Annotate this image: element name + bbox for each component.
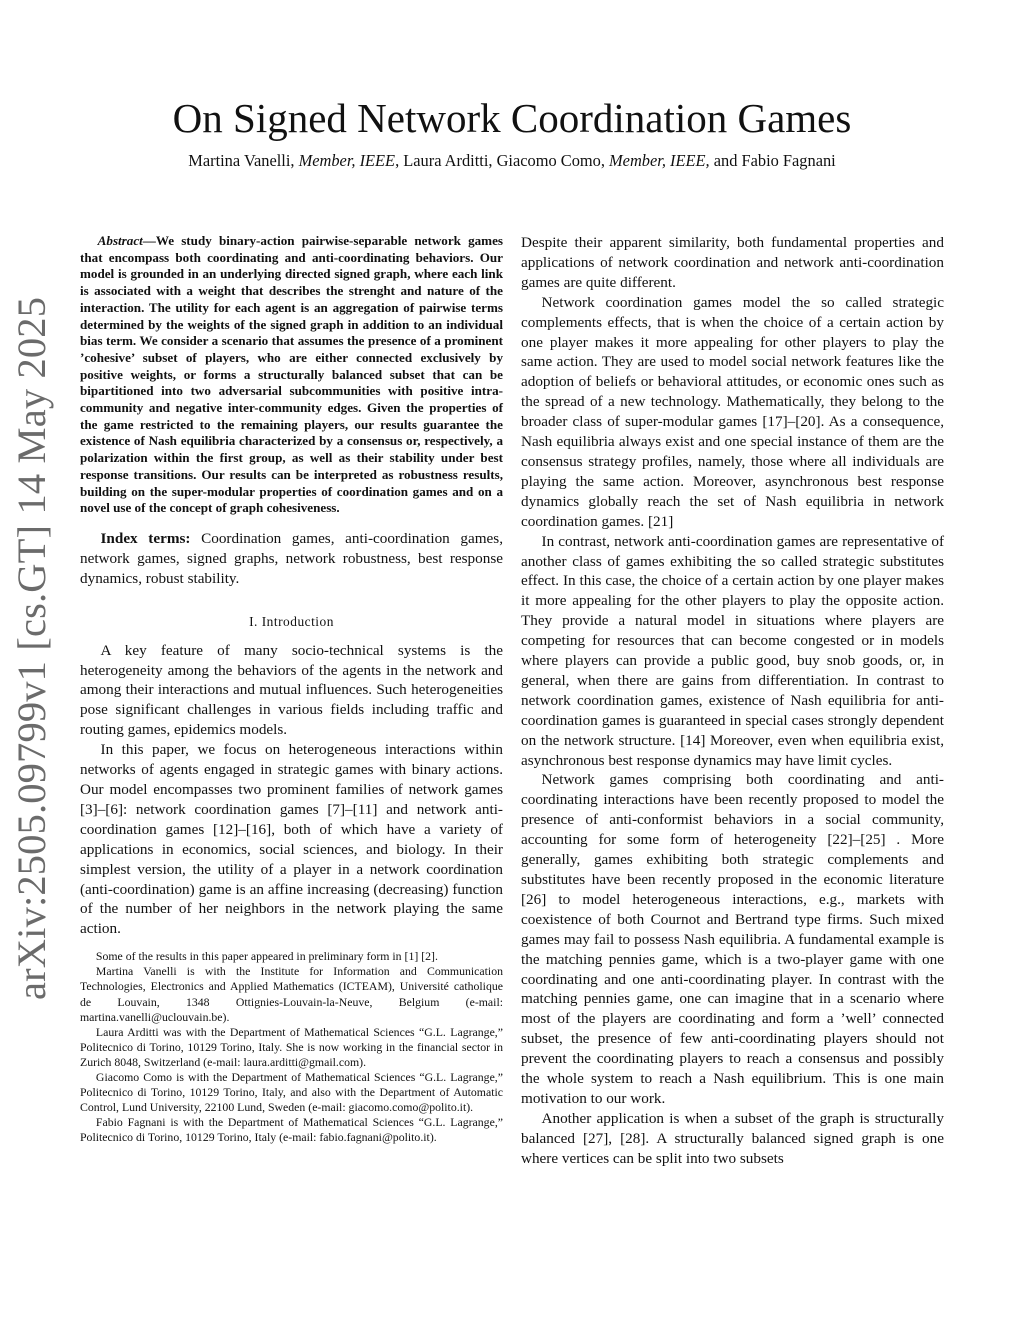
paragraph: A key feature of many socio-technical systems is the heterogeneity among the behaviors of the agents in the network and among their interactions and mutual influences. Such heterogeneities pose significant challenges in various fields including traffic and routing games, epidemics models. (80, 641, 503, 739)
paragraph: Another application is when a subset of the graph is structurally balanced [27], [28]. A structurally balanced signed graph is one where vertices can be split into two subsets (521, 1109, 944, 1167)
section-heading-introduction: I. Introduction (249, 613, 334, 629)
index-terms-label: Index terms: (100, 529, 191, 547)
left-column (80, 233, 503, 1145)
footnote: Martina Vanelli is with the Institute for Information and Communication Technologies, Electronics and Applied Mathematics (ICTEAM), Université catholique de Louvain, 1348 Ottignies-Louvain-la-Neuve, Belgium (e-mail: martina.vanelli@uclouvain.be). (80, 964, 503, 1024)
author-3-role: Member, IEEE, (609, 151, 710, 170)
abstract-lead: Abstract (97, 233, 143, 248)
abstract (80, 233, 503, 517)
paragraph: Network games comprising both coordinating and anti-coordinating interactions have been recently proposed to model the presence of anti-conformist behaviors in a social community, accounting for some form of heterogeneity [22]–[25] . More generally, games exhibiting both strategic complements and substitutes have been recently proposed in the economic literature [26] to model heterogeneous interactions, e.g., markets with coexistence of both Cournot and Bertrand type firms. Such mixed games may fail to possess Nash equilibria. A fundamental example is the matching pennies game, which is a two-player game with one coordinating and one anti-coordinating player. In contrast with the matching pennies game, one can imagine that in a scenario where most of the players are coordinating and form a ’well’ connected subset, the presence of few anti-coordinating players should not prevent the coordinating players to reach a consensus and possibly the whole system to reach a Nash equilibrium. This is one main motivation to our work. (521, 771, 944, 1107)
footnote: Laura Arditti was with the Department of Mathematical Sciences “G.L. Lagrange,” Politecnico di Torino, 10129 Torino, Italy. She is now working in the financial sector in Zurich 8048, Switzerland (e-mail: laura.arditti@gmail.com). (80, 1024, 503, 1069)
index-terms-text: Coordination games, anti-coordination games, network games, signed graphs, network robustness, best response dynamics, robust stability. (80, 529, 504, 587)
paragraph: In this paper, we focus on heterogeneous interactions within networks of agents engaged in strategic games with binary actions. Our model encompasses two prominent families of network games [3]–[6]: network coordination games [7]–[11] and network anti-coordination games [12]–[16], both of which have a variety of applications in economics, social sciences, and biology. In their simplest version, the utility of a player in a network coordination (anti-coordination) game is an affine increasing (decreasing) function of the number of her neighbors in the network playing the same action. (80, 741, 503, 938)
paragraph: Network coordination games model the so called strategic complements effects, that is when the choice of a certain action by one player makes it more appealing for other players to play the same action. They are used to model social network features like the adoption of beliefs or behavioral attitudes, or economic ones such as the spread of a new technology. Mathematically, they belong to the broader class of super-modular games [17]–[20]. As a consequence, Nash equilibria always exist and one special instance of them are the consensus strategy profiles, namely, those where all individuals are playing the same action. Moreover, asynchronous best response dynamics globally reach the set of Nash equilibria in network coordination games. [21] (521, 293, 944, 530)
author-1-role: Member, IEEE (298, 151, 396, 170)
footnote: Fabio Fagnani is with the Department of Mathematical Sciences “G.L. Lagrange,” Politecnico di Torino, 10129 Torino, Italy (e-mail: fabio.fagnani@polito.it). (80, 1115, 503, 1145)
index-terms (80, 529, 503, 589)
author-2-3: , Laura Arditti, Giacomo Como, (395, 151, 610, 170)
abstract-text: —We study binary-action pairwise-separable network games that encompass both coordinating and anti-coordinating behaviors. Our model is grounded in an underlying directed signed graph, where each link is associated with a weight that describes the strenght and nature of the interaction. The utility for each agent is an aggregation of pairwise terms determined by the weights of the signed graph in addition to an individual bias term. We consider a scenario that assumes the presence of a prominent ’cohesive’ subset of players, who are either connected exclusively by positive weights, or forms a structurally balanced subset that can be bipartitioned into two adversarial subcommunities with positive intra-community and negative inter-community edges. Given the properties of the game restricted to the remaining players, our results guarantee the existence of Nash equilibria characterized by a consensus or, respectively, a polarization within the first group, as well as their stability under best response transitions. Our results can be interpreted as robustness results, building on the super-modular properties of coordination games and on a novel use of the concept of graph cohesiveness. (80, 233, 503, 516)
footnote: Giacomo Como is with the Department of Mathematical Sciences “G.L. Lagrange,” Politecnico di Torino, 10129 Torino, Italy, and also with the Department of Automatic Control, Lund University, 22100 Lund, Sweden (e-mail: giacomo.como@polito.it). (80, 1070, 503, 1115)
author-4: and Fabio Fagnani (709, 151, 836, 170)
author-line (0, 150, 1024, 172)
right-column (521, 233, 944, 1169)
footnote: Some of the results in this paper appeared in preliminary form in [1] [2]. (95, 949, 438, 964)
author-1: Martina Vanelli, (188, 151, 299, 170)
paragraph: Despite their apparent similarity, both fundamental properties and applications of network coordination and network anti-coordination games are quite different. (521, 234, 944, 291)
paragraph: In contrast, network anti-coordination games are representative of another class of games exhibiting the so called strategic substitutes effect. In this case, the choice of a certain action by one player makes it more appealing for the other players to play the opposite action. They provide a natural model in situations where players are competing for resources that can become congested or in models where players can provide a public good, buy snob goods, or, in general, when there are gains from differentiation. In contrast to network coordination games, existence of Nash equilibria for anti-coordination games is guaranteed in special cases strongly dependent on the network structure. [14] Moreover, even when equilibria exist, asynchronous best response dynamics may have limit cycles. (521, 532, 944, 769)
arxiv-side-stamp: arXiv:2505.09799v1 [cs.GT] 14 May 2025 (9, 296, 54, 1000)
paper-title: On Signed Network Coordination Games (172, 95, 852, 141)
